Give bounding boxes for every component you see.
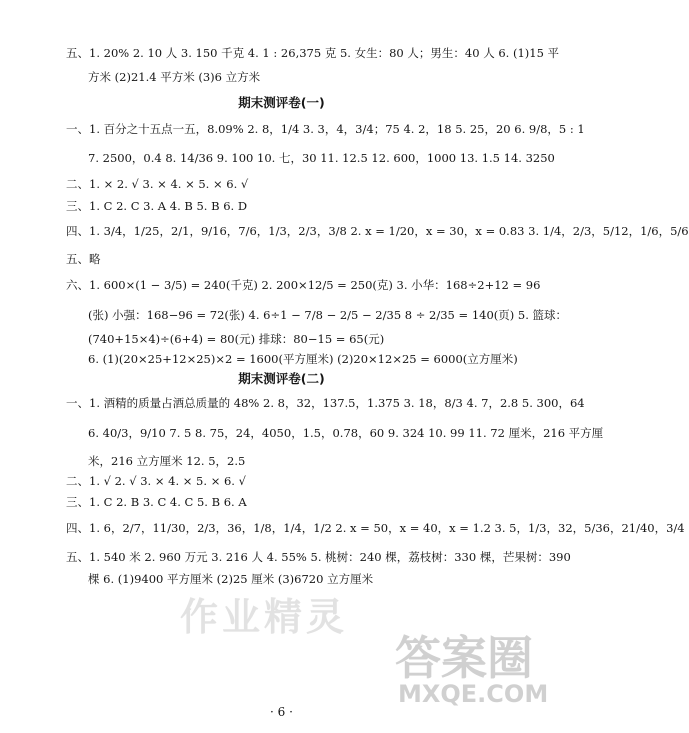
answer-line: 方米 (2)21.4 平方米 (3)6 立方米 <box>88 70 261 84</box>
answer-line: 三、1. C 2. B 3. C 4. C 5. B 6. A <box>66 495 247 509</box>
answer-line: 六、1. 600×(1 − 3/5) = 240(千克) 2. 200×12/5 = 250(克) 3. 小华：168÷2+12 = 96 <box>66 278 541 292</box>
answer-line: 7. 2500，0.4 8. 14/36 9. 100 10. 七，30 11. 12.5 12. 600，1000 13. 1.5 14. 3250 <box>88 151 555 165</box>
answer-line: 一、1. 百分之十五点一五，8.09% 2. 8，1/4 3. 3，4，3/4；75 4. 2，18 5. 25，20 6. 9/8，5 : 1 <box>66 122 585 136</box>
watermark-daan: 答案圈 <box>395 631 533 685</box>
answer-line: 米，216 立方厘米 12. 5，2.5 <box>88 454 246 468</box>
watermark-zuoye: 作业精灵 <box>180 595 349 639</box>
page-number: · 6 · <box>270 705 293 719</box>
answer-line: 五、略 <box>66 252 101 266</box>
answer-line: 一、1. 酒精的质量占酒总质量的 48% 2. 8，32，137.5，1.375 3. 18，8/3 4. 7，2.8 5. 300，64 <box>66 396 585 410</box>
answer-line: 6. 40/3，9/10 7. 5 8. 75，24，4050，1.5，0.78，60 9. 324 10. 99 11. 72 厘米，216 平方厘 <box>88 426 604 440</box>
section-heading: 期末测评卷(二) <box>238 371 325 386</box>
answer-line: 二、1. × 2. √ 3. × 4. × 5. × 6. √ <box>66 177 249 191</box>
section-heading: 期末测评卷(一) <box>238 95 325 110</box>
answer-line: 四、1. 6，2/7，11/30，2/3，36，1/8，1/4，1/2 2. x = 50，x = 40，x = 1.2 3. 5，1/3，32，5/36，21/40，3/4 <box>66 521 685 535</box>
answer-line: 五、1. 540 米 2. 960 万元 3. 216 人 4. 55% 5. 桃树：240 棵，荔枝树：330 棵，芒果树：390 <box>66 550 571 564</box>
answer-line: 三、1. C 2. C 3. A 4. B 5. B 6. D <box>66 199 248 213</box>
answer-line: 棵 6. (1)9400 平方厘米 (2)25 厘米 (3)6720 立方厘米 <box>88 572 374 586</box>
answer-line: 四、1. 3/4，1/25，2/1，9/16，7/6，1/3，2/3，3/8 2. x = 1/20，x = 30，x = 0.83 3. 1/4，2/3，5/12，1/6，5/6 <box>66 224 689 238</box>
answer-line: 二、1. √ 2. √ 3. × 4. × 5. × 6. √ <box>66 474 246 488</box>
answer-line: (740+15×4)÷(6+4) = 80(元) 排球：80−15 = 65(元) <box>88 332 385 346</box>
answer-line: 五、1. 20% 2. 10 人 3. 150 千克 4. 1 : 26,375 克 5. 女生：80 人；男生：40 人 6. (1)15 平 <box>66 46 560 60</box>
answer-line: 6. (1)(20×25+12×25)×2 = 1600(平方厘米) (2)20×12×25 = 6000(立方厘米) <box>88 352 518 366</box>
watermark-site: MXQE.COM <box>398 680 549 708</box>
answer-line: (张) 小强：168−96 = 72(张) 4. 6÷1 − 7/8 − 2/5 − 2/35 8 ÷ 2/35 = 140(页) 5. 篮球： <box>88 308 568 322</box>
